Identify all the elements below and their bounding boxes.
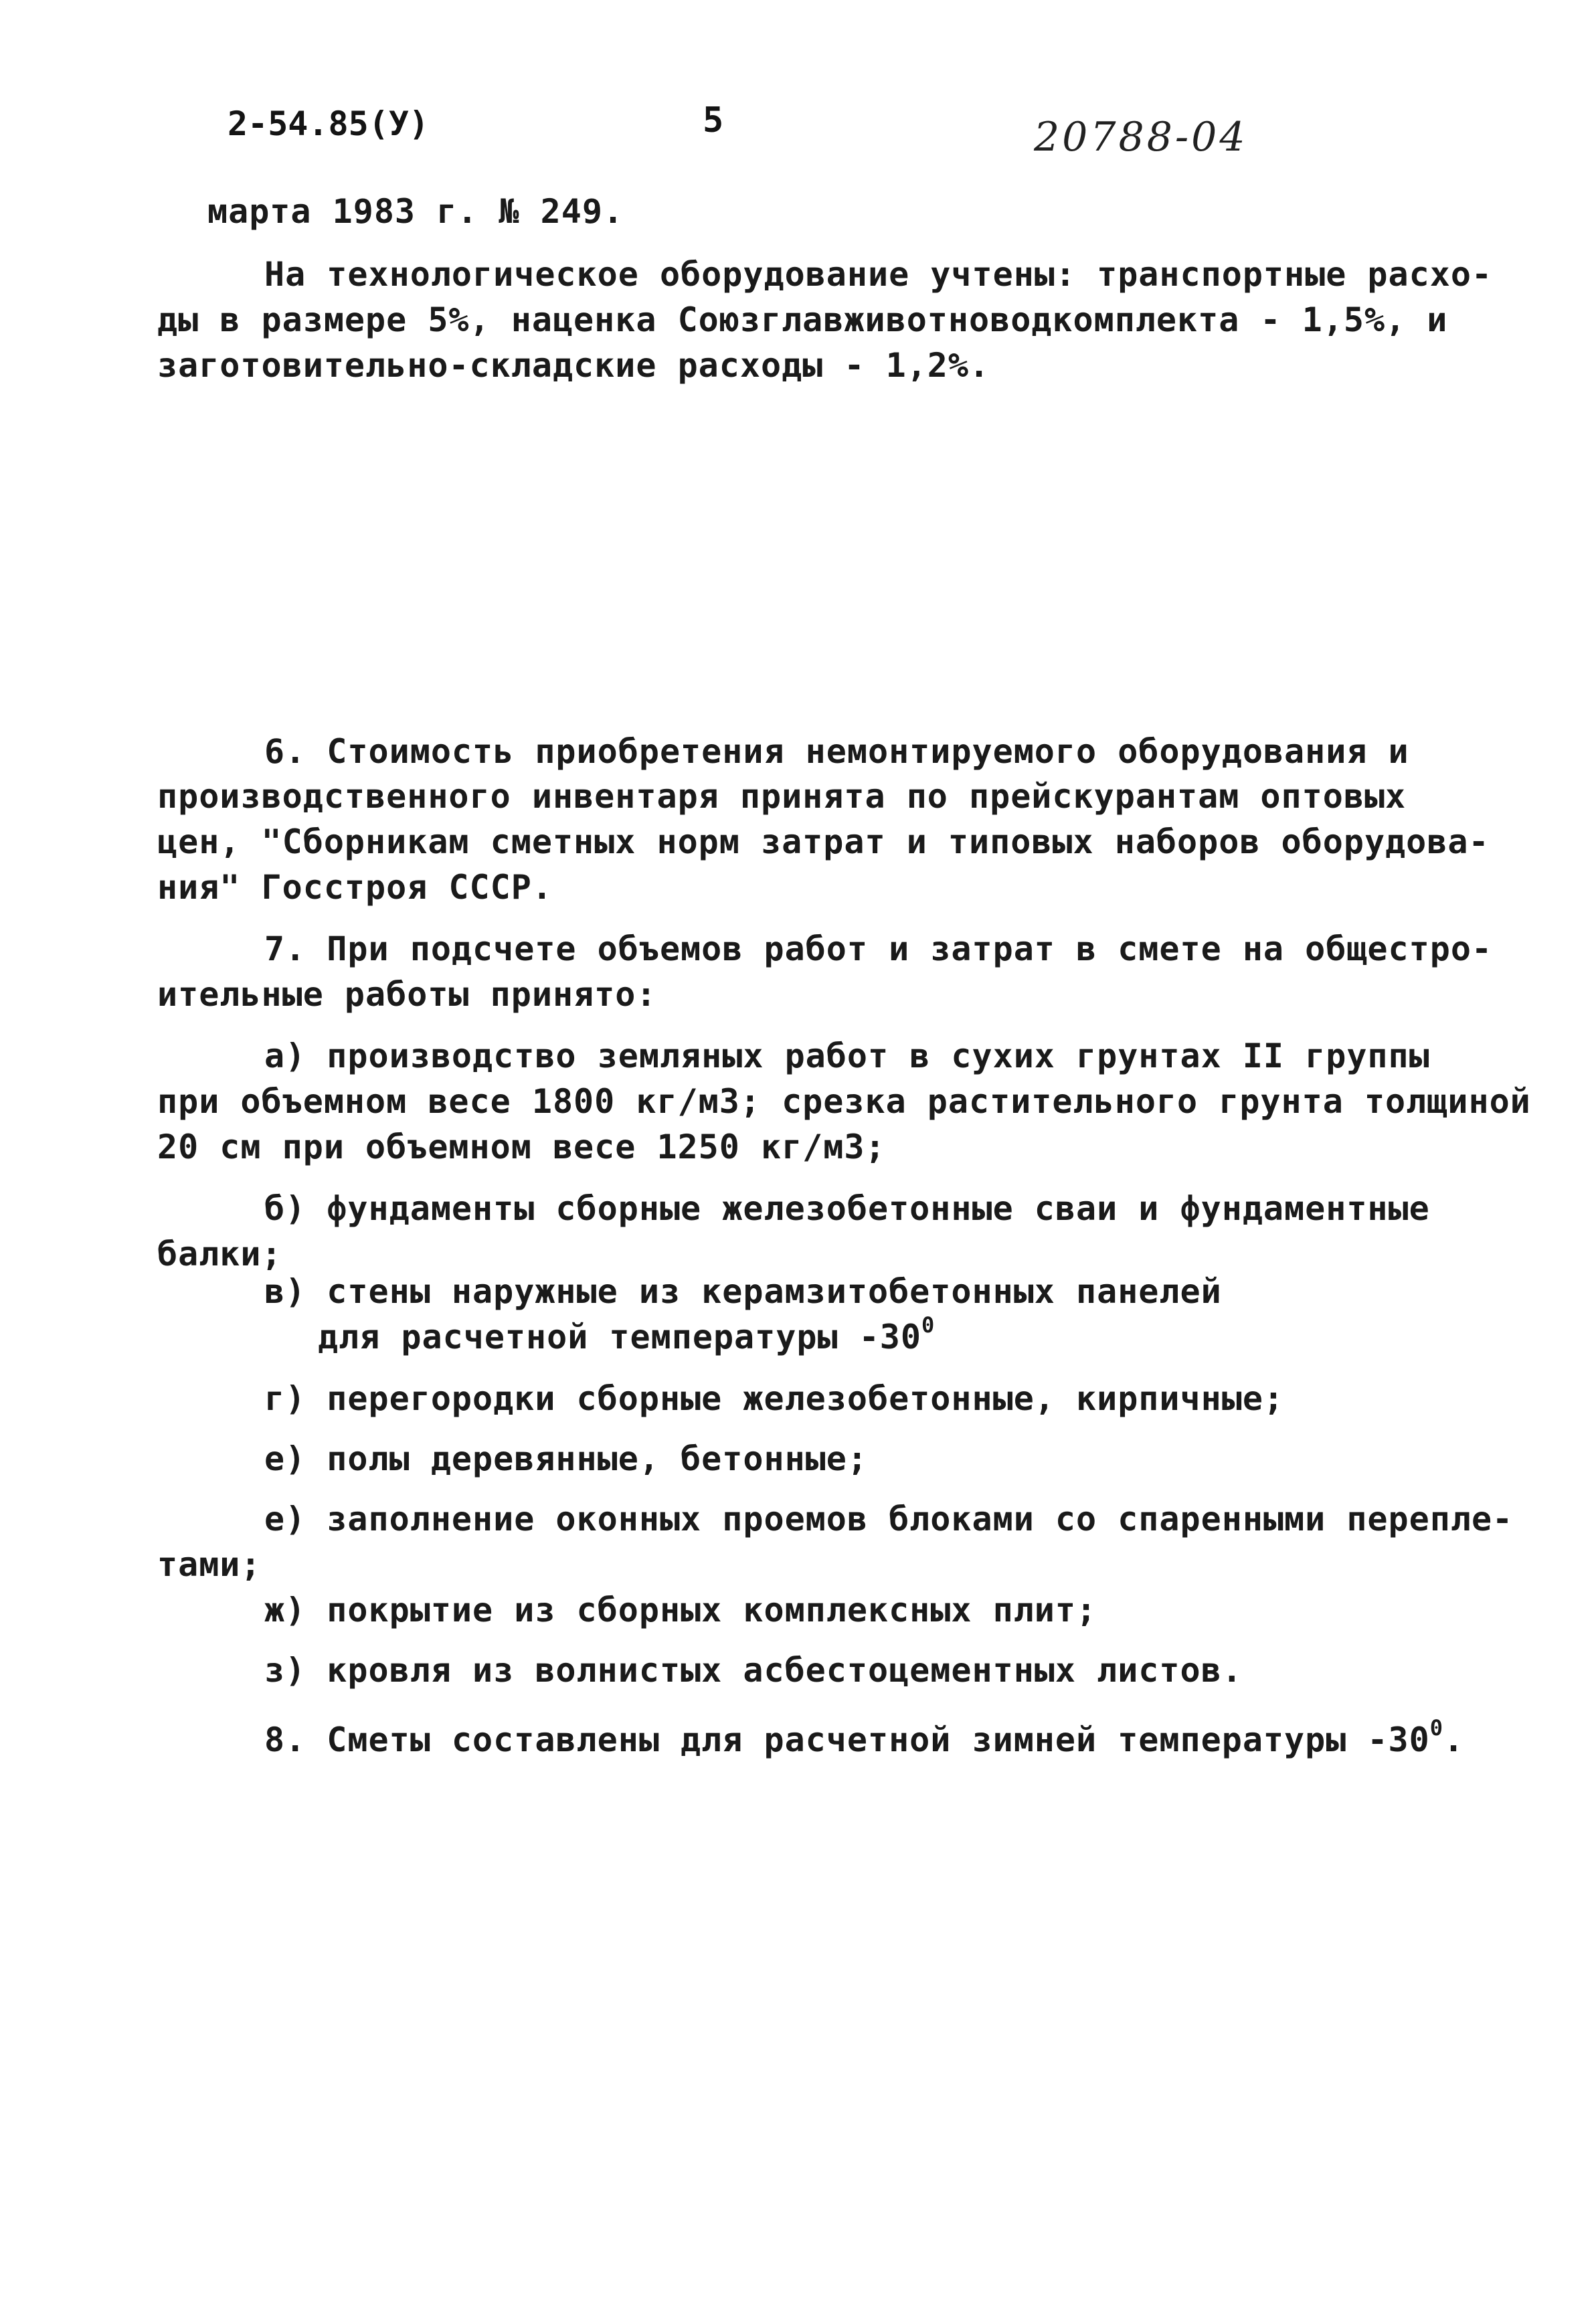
text-line: ния" Госстроя СССР. <box>157 868 553 907</box>
page-number: 5 <box>703 100 724 141</box>
document-code: 2-54.85(У) <box>228 104 430 143</box>
line-text: 8. Сметы составлены для расчетной зимней температуры -30 <box>264 1720 1430 1759</box>
text-line: 20 см при объемном весе 1250 кг/м3; <box>157 1128 886 1166</box>
text-line <box>264 1715 1465 1760</box>
line-text: для расчетной температуры -30 <box>318 1318 921 1356</box>
list-item-b: б) фундаменты сборные железобетонные сваи и фундаментные <box>264 1189 1430 1228</box>
text-line: тами; <box>157 1545 262 1584</box>
text-line: ды в размере 5%, наценка Союзглавживотноводкомплекта - 1,5%, и <box>157 300 1448 339</box>
list-item-a: а) производство земляных работ в сухих грунтах II группы <box>264 1037 1430 1075</box>
text-line: На технологическое оборудование учтены: транспортные расхо- <box>264 255 1493 294</box>
line-end: . <box>1443 1720 1465 1759</box>
list-item-g: г) перегородки сборные железобетонные, кирпичные; <box>264 1379 1285 1418</box>
list-item-zh: ж) покрытие из сборных комплексных плит; <box>264 1591 1097 1629</box>
text-line: 7. При подсчете объемов работ и затрат в смете на общестро- <box>264 929 1493 968</box>
text-line: ительные работы принято: <box>157 975 657 1014</box>
list-item-z: з) кровля из волнистых асбестоцементных листов. <box>264 1651 1243 1690</box>
text-line <box>318 1312 936 1357</box>
degree-superscript: 0 <box>1429 1715 1444 1741</box>
text-line: заготовительно-складские расходы - 1,2%. <box>157 346 990 385</box>
list-item-d: е) полы деревянные, бетонные; <box>264 1439 868 1478</box>
list-item-e: е) заполнение оконных проемов блоками со спаренными перепле- <box>264 1500 1514 1538</box>
text-line: при объемном весе 1800 кг/м3; срезка растительного грунта толщиной <box>157 1082 1531 1121</box>
text-line: производственного инвентаря принята по прейскурантам оптовых <box>157 777 1407 816</box>
text-line: цен, "Сборникам сметных норм затрат и типовых наборов оборудова- <box>157 822 1490 861</box>
list-item-v: в) стены наружные из керамзитобетонных панелей <box>264 1272 1222 1311</box>
degree-superscript: 0 <box>921 1312 936 1338</box>
text-line: 6. Стоимость приобретения немонтируемого оборудования и <box>264 732 1409 771</box>
text-line: марта 1983 г. № 249. <box>207 192 624 231</box>
text-line: балки; <box>157 1235 282 1273</box>
handwritten-archive-number: 20788-04 <box>1034 114 1248 161</box>
